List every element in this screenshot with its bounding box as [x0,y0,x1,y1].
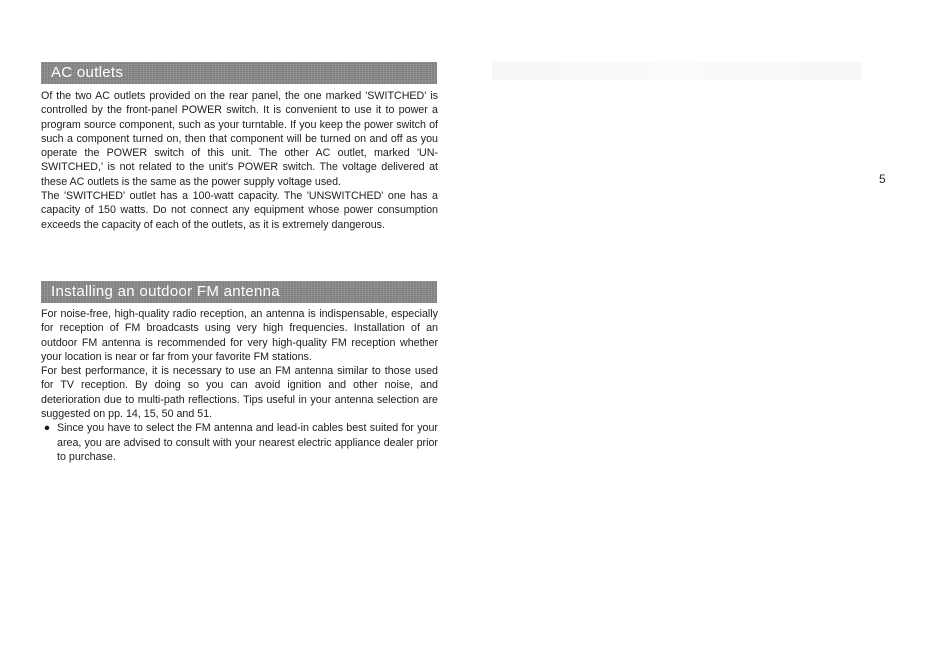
section-header-ac-outlets [41,62,437,84]
bleed-through-shadow [492,62,862,80]
bullet-icon: ● [43,422,51,435]
ac-outlets-body [41,89,438,232]
section-title: AC outlets [51,64,124,81]
paragraph: For noise-free, high-quality radio reception, an antenna is indispensable, especially for reception of FM broadcasts using very high frequencies. Installation of an outdoor FM antenna is recommended for very high-quality FM reception whether your location is near or far from your favorite FM stations. [41,308,438,363]
paragraph: For best performance, it is necessary to use an FM antenna similar to those used for TV reception. By doing so you can avoid ignition and other noise, and deterioration due to multi-path reflections. Tips useful in your antenna selection are suggested on pp. 14, 15, 50 and 51. [41,365,438,421]
bullet-item [41,421,438,464]
paragraph: Of the two AC outlets provided on the rear panel, the one marked 'SWITCHED' is controlled by the front-panel POWER switch. It is convenient to use it to power a program source component, such as your turntable. If you keep the power switch of such a component turned on, then that component will be turned on and off as you operate the POWER switch of this unit. The other AC outlet, marked 'UN-SWITCHED,' is not related to the unit's POWER switch. The voltage delivered at these AC outlets is the same as the power supply voltage used. [41,90,438,188]
paragraph: The 'SWITCHED' outlet has a 100-watt capacity. The 'UNSWITCHED' one has a capacity of 150 watts. Do not connect any equipment whose power consumption exceeds the capacity of each of the outlets, as it is extremely dangerous. [41,190,438,231]
fm-antenna-body [41,307,438,464]
page-number: 5 [879,172,886,186]
bullet-text: Since you have to select the FM antenna and lead-in cables best suited for your area, you are advised to consult with your nearest electric appliance dealer prior to purchase. [57,422,438,463]
section-title: Installing an outdoor FM antenna [51,283,280,300]
section-header-fm-antenna [41,281,437,303]
